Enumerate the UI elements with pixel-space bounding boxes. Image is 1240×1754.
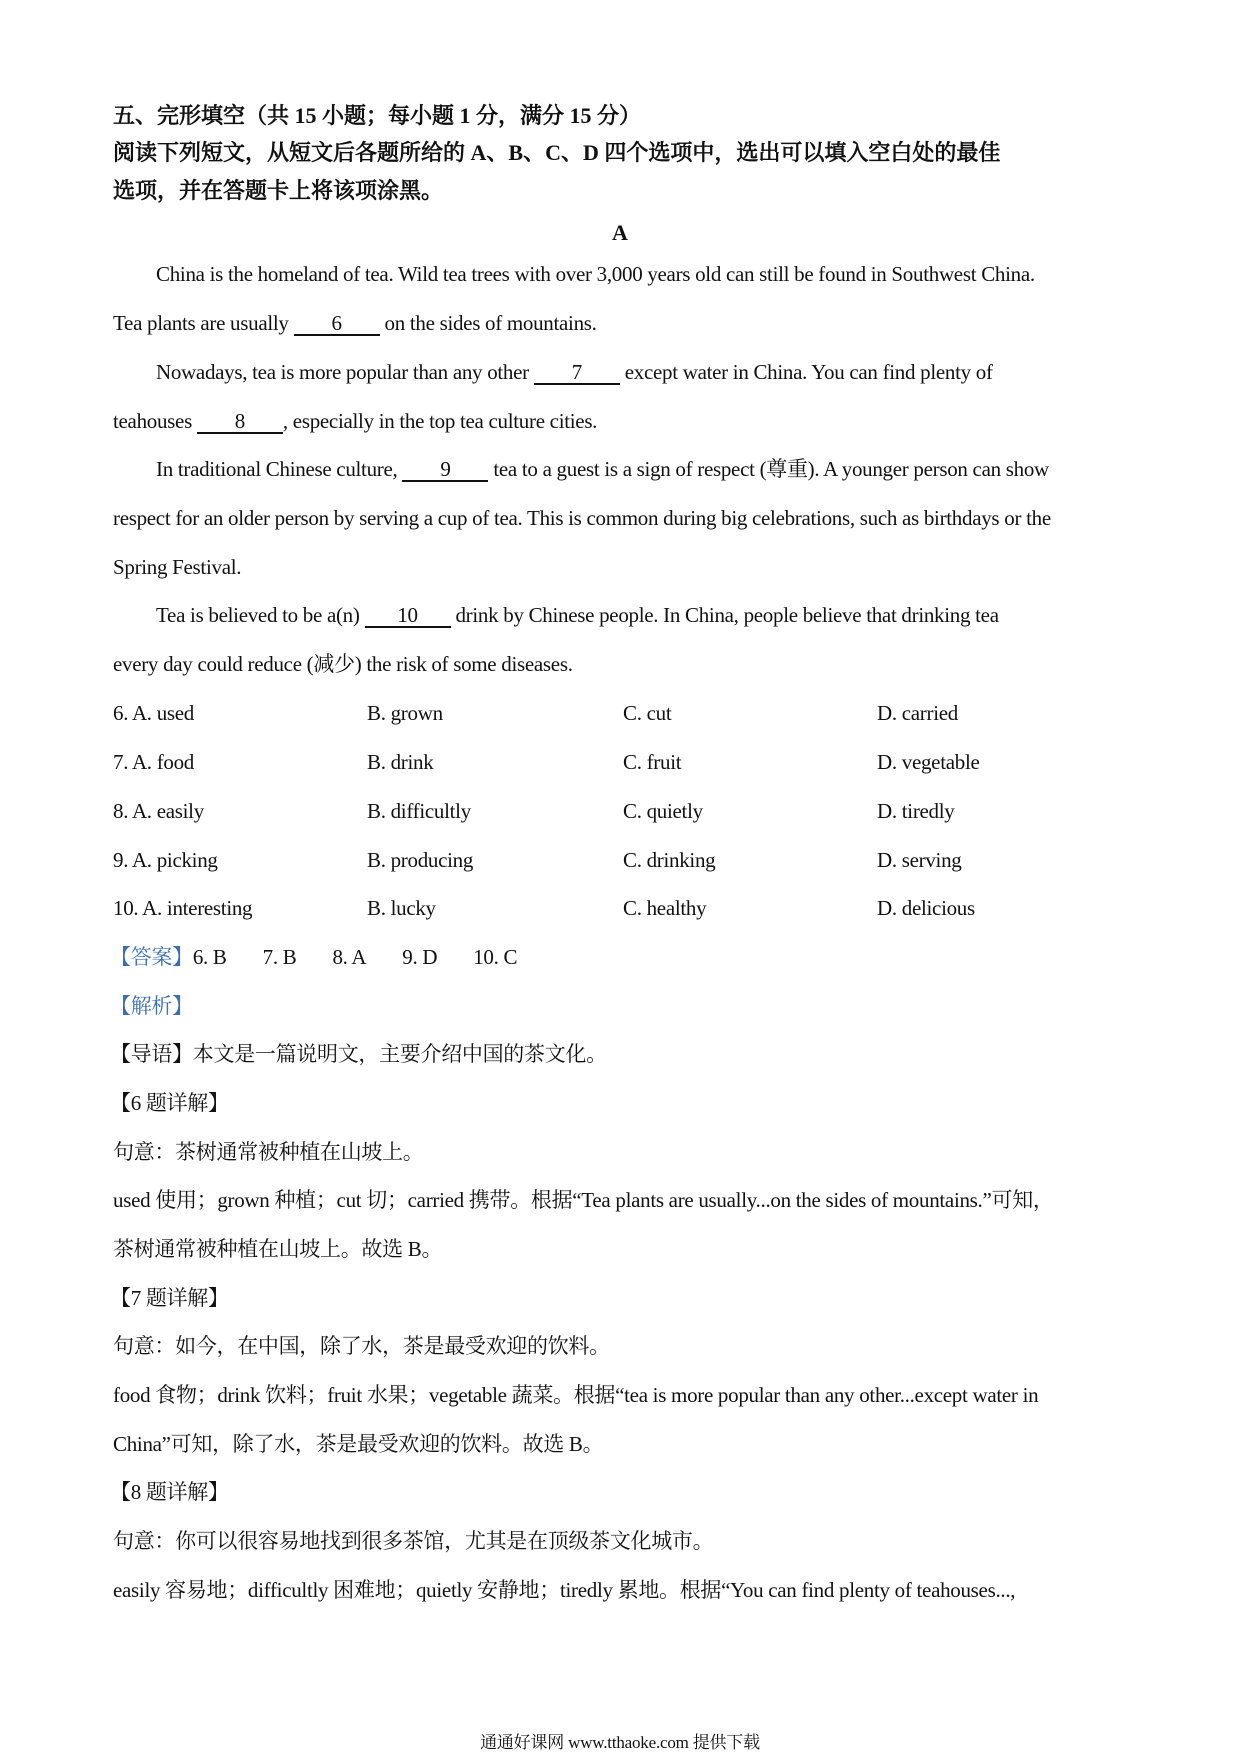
option-a: 7. A. food: [113, 750, 195, 774]
passage-label: A: [612, 220, 628, 245]
text: except water in China. You can find plenty of: [619, 360, 993, 384]
text: on the sides of mountains.: [379, 311, 597, 335]
option-a: 10. A. interesting: [113, 896, 253, 920]
option-b: B. difficultly: [367, 799, 471, 823]
answer-label: 【答案】: [110, 945, 193, 969]
q6-title: 【6 题详解】: [110, 1091, 229, 1115]
blank-9: 9: [402, 458, 488, 482]
option-c: C. cut: [623, 701, 672, 725]
answer-item: 8. A: [332, 945, 367, 969]
section-title: 五、完形填空（共 15 小题；每小题 1 分，满分 15 分）: [113, 103, 642, 128]
blank-8: 8: [197, 410, 283, 434]
answer-item: 6. B: [192, 945, 227, 969]
blank-6: 6: [294, 312, 380, 336]
option-b: B. producing: [367, 848, 474, 872]
text: Nowadays, tea is more popular than any other: [156, 360, 534, 384]
q6-explanation-line2: 茶树通常被种植在山坡上。故选 B。: [113, 1237, 443, 1261]
analysis-intro: 【导语】本文是一篇说明文，主要介绍中国的茶文化。: [110, 1042, 607, 1066]
instruction-line-1: 阅读下列短文，从短文后各题所给的 A、B、C、D 四个选项中，选出可以填入空白处的最佳: [113, 140, 1001, 165]
q8-meaning: 句意：你可以很容易地找到很多茶馆，尤其是在顶级茶文化城市。: [113, 1529, 714, 1553]
passage-p4-line1: [156, 601, 999, 629]
passage-p2-line2: [113, 407, 597, 435]
option-c: C. quietly: [623, 799, 703, 823]
text: , especially in the top tea culture cities.: [282, 409, 598, 433]
option-b: B. lucky: [367, 896, 436, 920]
text: In traditional Chinese culture,: [156, 457, 403, 481]
blank-10: 10: [365, 604, 451, 628]
option-a: 6. A. used: [113, 701, 195, 725]
instruction-line-2: 选项，并在答题卡上将该项涂黑。: [113, 178, 444, 203]
option-d: D. serving: [877, 848, 962, 872]
analysis-label: 【解析】: [110, 994, 193, 1018]
passage-p1-line2: [113, 309, 597, 337]
passage-p4-line2: every day could reduce (减少) the risk of some diseases.: [113, 652, 573, 676]
option-b: B. grown: [367, 701, 443, 725]
q8-title: 【8 题详解】: [110, 1480, 229, 1504]
option-d: D. tiredly: [877, 799, 955, 823]
q6-explanation-line1: used 使用；grown 种植；cut 切；carried 携带。根据“Tea plants are usually...on the sides of mountains.”可知，: [113, 1188, 1054, 1212]
text: Tea is believed to be a(n): [156, 603, 365, 627]
option-d: D. delicious: [877, 896, 975, 920]
text: tea to a guest is a sign of respect (尊重). A younger person can show: [488, 457, 1049, 481]
passage-p3-line1: [156, 455, 1049, 483]
q7-title: 【7 题详解】: [110, 1286, 229, 1310]
option-c: C. fruit: [623, 750, 682, 774]
option-a: 8. A. easily: [113, 799, 204, 823]
passage-p2-line1: [156, 358, 993, 386]
answer-item: 9. D: [402, 945, 438, 969]
passage-p3-line2: respect for an older person by serving a cup of tea. This is common during big celebrations, such as birthdays or the: [113, 506, 1051, 530]
q8-explanation-line1: easily 容易地；difficultly 困难地；quietly 安静地；tiredly 累地。根据“You can find plenty of teahouses...,: [113, 1578, 1016, 1602]
answer-line: [110, 943, 553, 971]
answer-item: 7. B: [262, 945, 297, 969]
q7-explanation-line1: food 食物；drink 饮料；fruit 水果；vegetable 蔬菜。根据“tea is more popular than any other...except water in: [113, 1383, 1039, 1407]
answer-item: 10. C: [473, 945, 518, 969]
passage-p3-line3: Spring Festival.: [113, 555, 242, 579]
option-b: B. drink: [367, 750, 434, 774]
q6-meaning: 句意：茶树通常被种植在山坡上。: [113, 1140, 424, 1164]
q7-meaning: 句意：如今，在中国，除了水，茶是最受欢迎的饮料。: [113, 1334, 610, 1358]
option-d: D. carried: [877, 701, 958, 725]
page-footer: 通通好课网 www.tthaoke.com 提供下载: [480, 1733, 760, 1752]
option-d: D. vegetable: [877, 750, 980, 774]
option-a: 9. A. picking: [113, 848, 218, 872]
blank-7: 7: [534, 361, 620, 385]
text: teahouses: [113, 409, 197, 433]
option-c: C. healthy: [623, 896, 707, 920]
option-c: C. drinking: [623, 848, 716, 872]
text: Tea plants are usually: [113, 311, 294, 335]
passage-p1-line1: China is the homeland of tea. Wild tea trees with over 3,000 years old can still be found in Southwest China.: [156, 262, 1035, 286]
text: drink by Chinese people. In China, people believe that drinking tea: [450, 603, 999, 627]
q7-explanation-line2: China”可知，除了水，茶是最受欢迎的饮料。故选 B。: [113, 1432, 604, 1456]
